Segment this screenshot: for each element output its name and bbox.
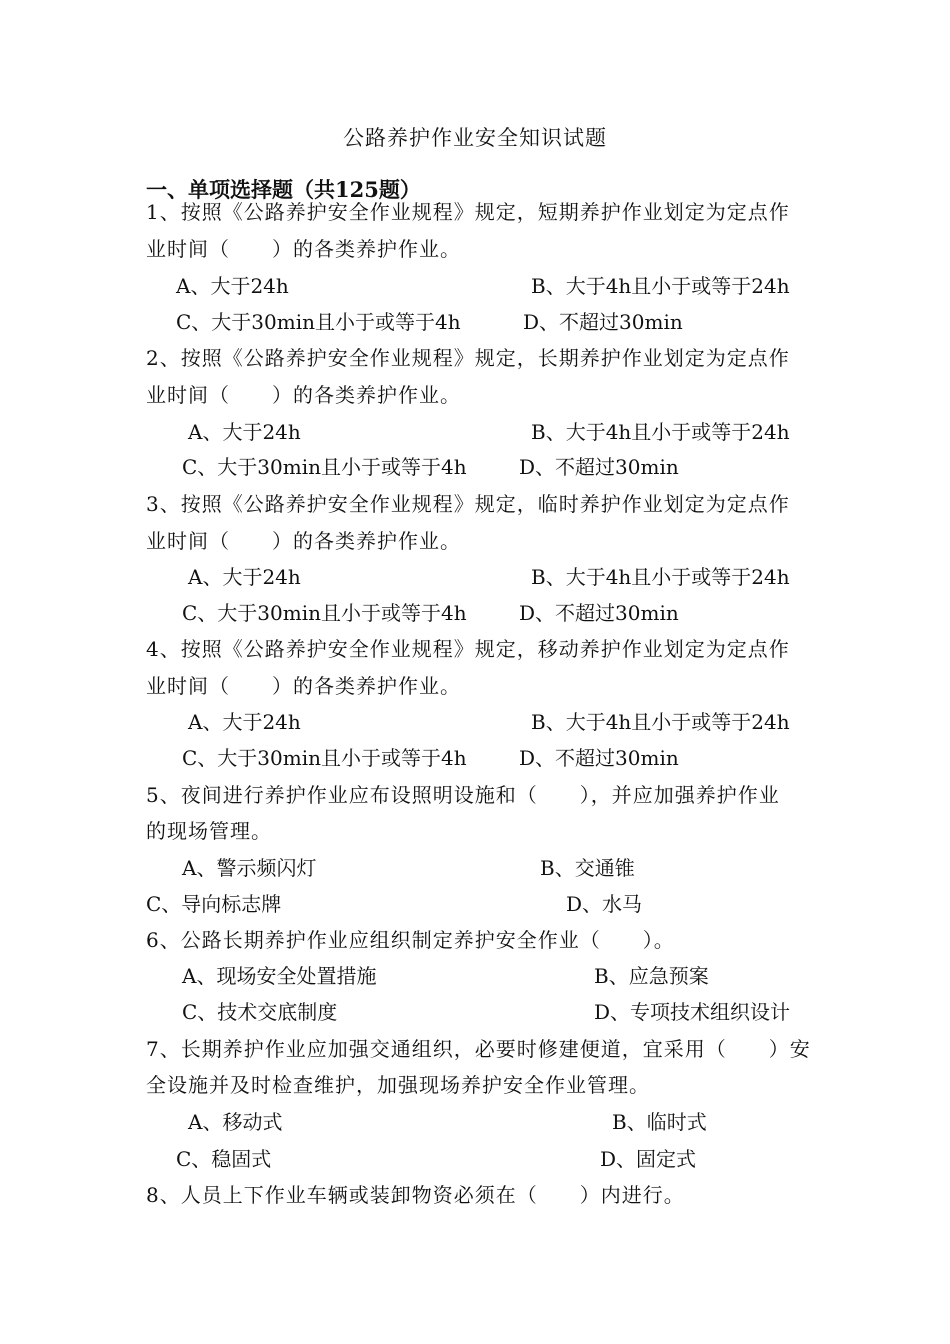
- question-3-option-a: A、大于24h: [188, 565, 301, 589]
- question-2-stem-line1: 2、按照《公路养护安全作业规程》规定，长期养护作业划定为定点作: [146, 346, 790, 370]
- question-3-option-c: C、大于30min且小于或等于4h: [182, 601, 467, 625]
- question-1-option-c: C、大于30min且小于或等于4h: [176, 310, 461, 334]
- question-4-option-b: B、大于4h且小于或等于24h: [531, 710, 790, 734]
- question-5-stem-line2: 的现场管理。: [146, 819, 272, 843]
- question-4-option-c: C、大于30min且小于或等于4h: [182, 746, 467, 770]
- question-7-stem-line2: 全设施并及时检查维护，加强现场养护安全作业管理。: [146, 1073, 650, 1097]
- question-5-stem-line1: 5、夜间进行养护作业应布设照明设施和（ ），并应加强养护作业: [146, 783, 780, 807]
- section-heading: 一、单项选择题（共125题）: [146, 177, 421, 202]
- question-6-option-d: D、专项技术组织设计: [594, 1000, 791, 1024]
- question-7-option-c: C、稳固式: [176, 1147, 272, 1171]
- question-1-option-b: B、大于4h且小于或等于24h: [531, 274, 790, 298]
- question-5-option-a: A、警示频闪灯: [182, 856, 317, 880]
- question-7-option-b: B、临时式: [612, 1110, 707, 1134]
- question-3-option-b: B、大于4h且小于或等于24h: [531, 565, 790, 589]
- question-6-stem-line1: 6、公路长期养护作业应组织制定养护安全作业（ ）。: [146, 928, 675, 952]
- question-5-option-c: C、导向标志牌: [146, 892, 282, 916]
- question-2-option-a: A、大于24h: [188, 420, 301, 444]
- question-6-option-b: B、应急预案: [594, 964, 709, 988]
- question-8-stem-line1: 8、人员上下作业车辆或装卸物资必须在（ ）内进行。: [146, 1183, 685, 1207]
- question-4-stem-line2: 业时间（ ）的各类养护作业。: [146, 674, 461, 698]
- question-7-option-d: D、固定式: [600, 1147, 697, 1171]
- question-2-option-c: C、大于30min且小于或等于4h: [182, 455, 467, 479]
- question-3-stem-line2: 业时间（ ）的各类养护作业。: [146, 529, 461, 553]
- question-2-stem-line2: 业时间（ ）的各类养护作业。: [146, 383, 461, 407]
- question-4-option-a: A、大于24h: [188, 710, 301, 734]
- question-6-option-a: A、现场安全处置措施: [182, 964, 377, 988]
- question-2-option-d: D、不超过30min: [519, 455, 679, 479]
- question-4-option-d: D、不超过30min: [519, 746, 679, 770]
- document-title: 公路养护作业安全知识试题: [343, 126, 607, 150]
- question-1-stem-line1: 1、按照《公路养护安全作业规程》规定，短期养护作业划定为定点作: [146, 200, 790, 224]
- question-2-option-b: B、大于4h且小于或等于24h: [531, 420, 790, 444]
- question-1-stem-line2: 业时间（ ）的各类养护作业。: [146, 237, 461, 261]
- question-3-stem-line1: 3、按照《公路养护安全作业规程》规定，临时养护作业划定为定点作: [146, 492, 790, 516]
- question-6-option-c: C、技术交底制度: [182, 1000, 338, 1024]
- question-3-option-d: D、不超过30min: [519, 601, 679, 625]
- question-7-option-a: A、移动式: [188, 1110, 283, 1134]
- question-1-option-a: A、大于24h: [176, 274, 289, 298]
- question-5-option-b: B、交通锥: [540, 856, 635, 880]
- question-5-option-d: D、水马: [566, 892, 643, 916]
- question-1-option-d: D、不超过30min: [523, 310, 683, 334]
- question-4-stem-line1: 4、按照《公路养护安全作业规程》规定，移动养护作业划定为定点作: [146, 637, 790, 661]
- question-7-stem-line1: 7、长期养护作业应加强交通组织，必要时修建便道，宜采用（ ）安: [146, 1037, 811, 1061]
